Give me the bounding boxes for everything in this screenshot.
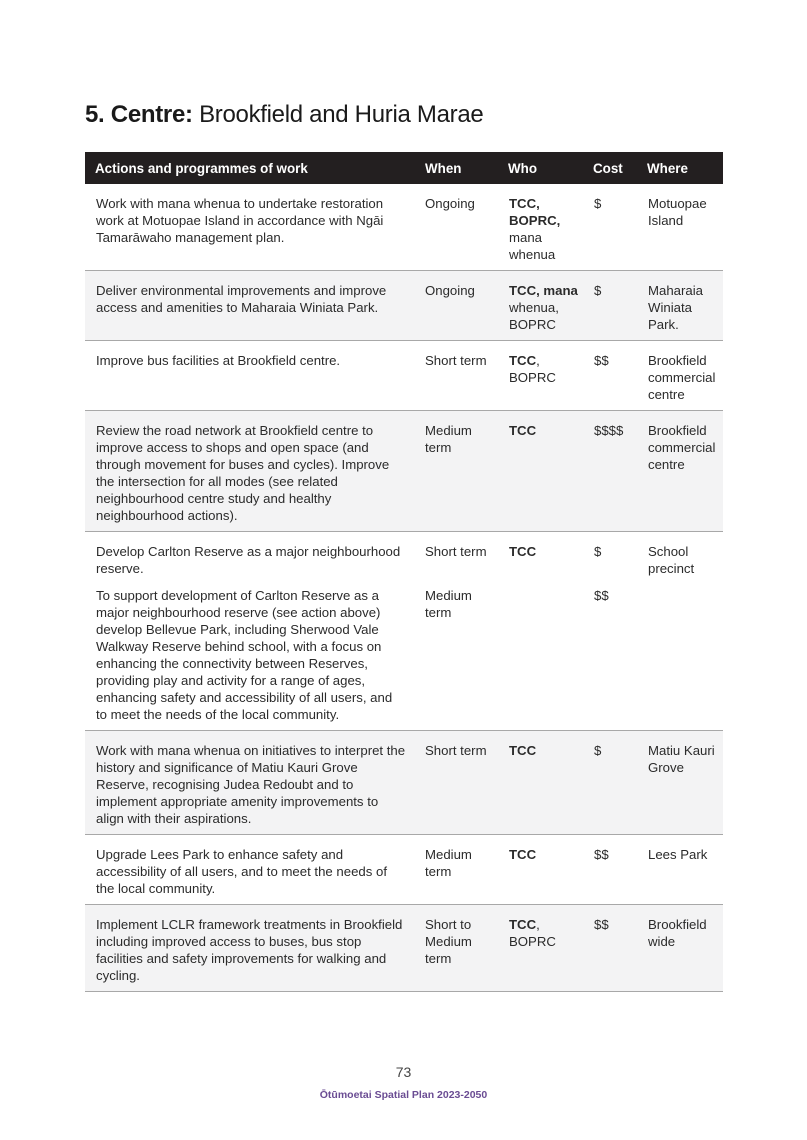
who-secondary: , BOPRC: [509, 917, 556, 949]
cell-action: Work with mana whenua on initiatives to interpret the history and significance of Matiu Kauri Grove Reserve, recognising Judea Redoubt and to implement appropriate amenity improvements to align with their aspirations.: [85, 731, 414, 835]
table-row: [85, 532, 723, 731]
cell-cost: $: [583, 271, 637, 341]
table-row: [85, 731, 723, 835]
when-secondary: Medium term: [425, 588, 472, 620]
cell-when: Short to Medium term: [414, 905, 498, 992]
header-cost: Cost: [583, 152, 637, 184]
table-row: [85, 341, 723, 411]
cell-action: [85, 532, 414, 731]
cell-who: [498, 532, 583, 731]
cell-cost: [583, 532, 637, 731]
cost-secondary: $$: [594, 588, 609, 603]
who-primary: TCC: [509, 743, 537, 758]
who-primary: TCC, BOPRC,: [509, 196, 561, 228]
cell-who: [498, 184, 583, 271]
cell-where: Maharaia Winiata Park.: [637, 271, 723, 341]
header-who: Who: [498, 152, 583, 184]
page-title-rest: Brookfield and Huria Marae: [199, 101, 484, 128]
cell-where: School precinct: [637, 532, 723, 731]
cell-cost: $$$$: [583, 411, 637, 532]
cell-action: Deliver environmental improvements and improve access and amenities to Maharaia Winiata Park.: [85, 271, 414, 341]
table-row: [85, 835, 723, 905]
cell-where: Lees Park: [637, 835, 723, 905]
cell-who: [498, 731, 583, 835]
cell-when: Medium term: [414, 411, 498, 532]
footer-doc-title: Ōtūmoetai Spatial Plan 2023-2050: [319, 1089, 488, 1101]
cell-where: Matiu Kauri Grove: [637, 731, 723, 835]
action-secondary: To support development of Carlton Reserve as a major neighbourhood reserve (see action above) develop Bellevue Park, including Sherwood Vale Walkway Reserve behind school, with a focus on enhancing the connectivity between Reserves, providing play and activity for a range of ages, enhancing safety and accessibility of all users, and to meet the needs of the local community.: [96, 588, 393, 722]
page-number: 73: [395, 1064, 412, 1080]
page-title-bold: 5. Centre:: [85, 101, 193, 128]
cell-where: Brookfield commercial centre: [637, 341, 723, 411]
cell-action: Review the road network at Brookfield centre to improve access to shops and open space (and through movement for buses and cycles). Improve the intersection for all modes (see related neighbourhood centre study and healthy neighbourhood actions).: [85, 411, 414, 532]
who-primary: TCC: [509, 353, 537, 368]
cell-cost: $$: [583, 835, 637, 905]
cell-when: Short term: [414, 731, 498, 835]
who-primary: TCC: [509, 847, 537, 862]
header-when: When: [414, 152, 498, 184]
cell-when: Medium term: [414, 835, 498, 905]
cell-cost: $$: [583, 341, 637, 411]
who-secondary: mana whenua: [509, 230, 556, 262]
cell-where: Brookfield commercial centre: [637, 411, 723, 532]
who-primary: TCC: [509, 423, 537, 438]
actions-table: [85, 152, 723, 992]
table-row: [85, 905, 723, 992]
cell-where: Motuopae Island: [637, 184, 723, 271]
cell-cost: $: [583, 184, 637, 271]
cell-when: Ongoing: [414, 271, 498, 341]
cell-action: Improve bus facilities at Brookfield centre.: [85, 341, 414, 411]
cell-when: Ongoing: [414, 184, 498, 271]
cell-cost: $: [583, 731, 637, 835]
cell-action: Implement LCLR framework treatments in Brookfield including improved access to buses, bus stop facilities and safety improvements for walking and cycling.: [85, 905, 414, 992]
who-primary: TCC: [509, 544, 537, 559]
who-primary: TCC, mana: [509, 283, 578, 298]
cell-when: [414, 532, 498, 731]
cell-who: [498, 341, 583, 411]
cell-who: [498, 835, 583, 905]
when-primary: Short term: [425, 544, 487, 559]
who-primary: TCC: [509, 917, 537, 932]
cell-action: Work with mana whenua to undertake restoration work at Motuopae Island in accordance with Ngāi Tamarāwaho management plan.: [85, 184, 414, 271]
cell-where: Brookfield wide: [637, 905, 723, 992]
cell-action: Upgrade Lees Park to enhance safety and accessibility of all users, and to meet the needs of the local community.: [85, 835, 414, 905]
table-row: [85, 184, 723, 271]
cell-when: Short term: [414, 341, 498, 411]
cell-who: [498, 905, 583, 992]
table-row: [85, 271, 723, 341]
table-header: [85, 152, 723, 184]
who-secondary: whenua, BOPRC: [509, 300, 559, 332]
header-actions: Actions and programmes of work: [85, 152, 414, 184]
cell-who: [498, 411, 583, 532]
cell-cost: $$: [583, 905, 637, 992]
action-primary: Develop Carlton Reserve as a major neighbourhood reserve.: [96, 544, 401, 576]
cell-who: [498, 271, 583, 341]
page-title: [85, 101, 483, 129]
who-secondary: , BOPRC: [509, 353, 556, 385]
table-row: [85, 411, 723, 532]
cost-primary: $: [594, 544, 602, 559]
header-where: Where: [637, 152, 723, 184]
